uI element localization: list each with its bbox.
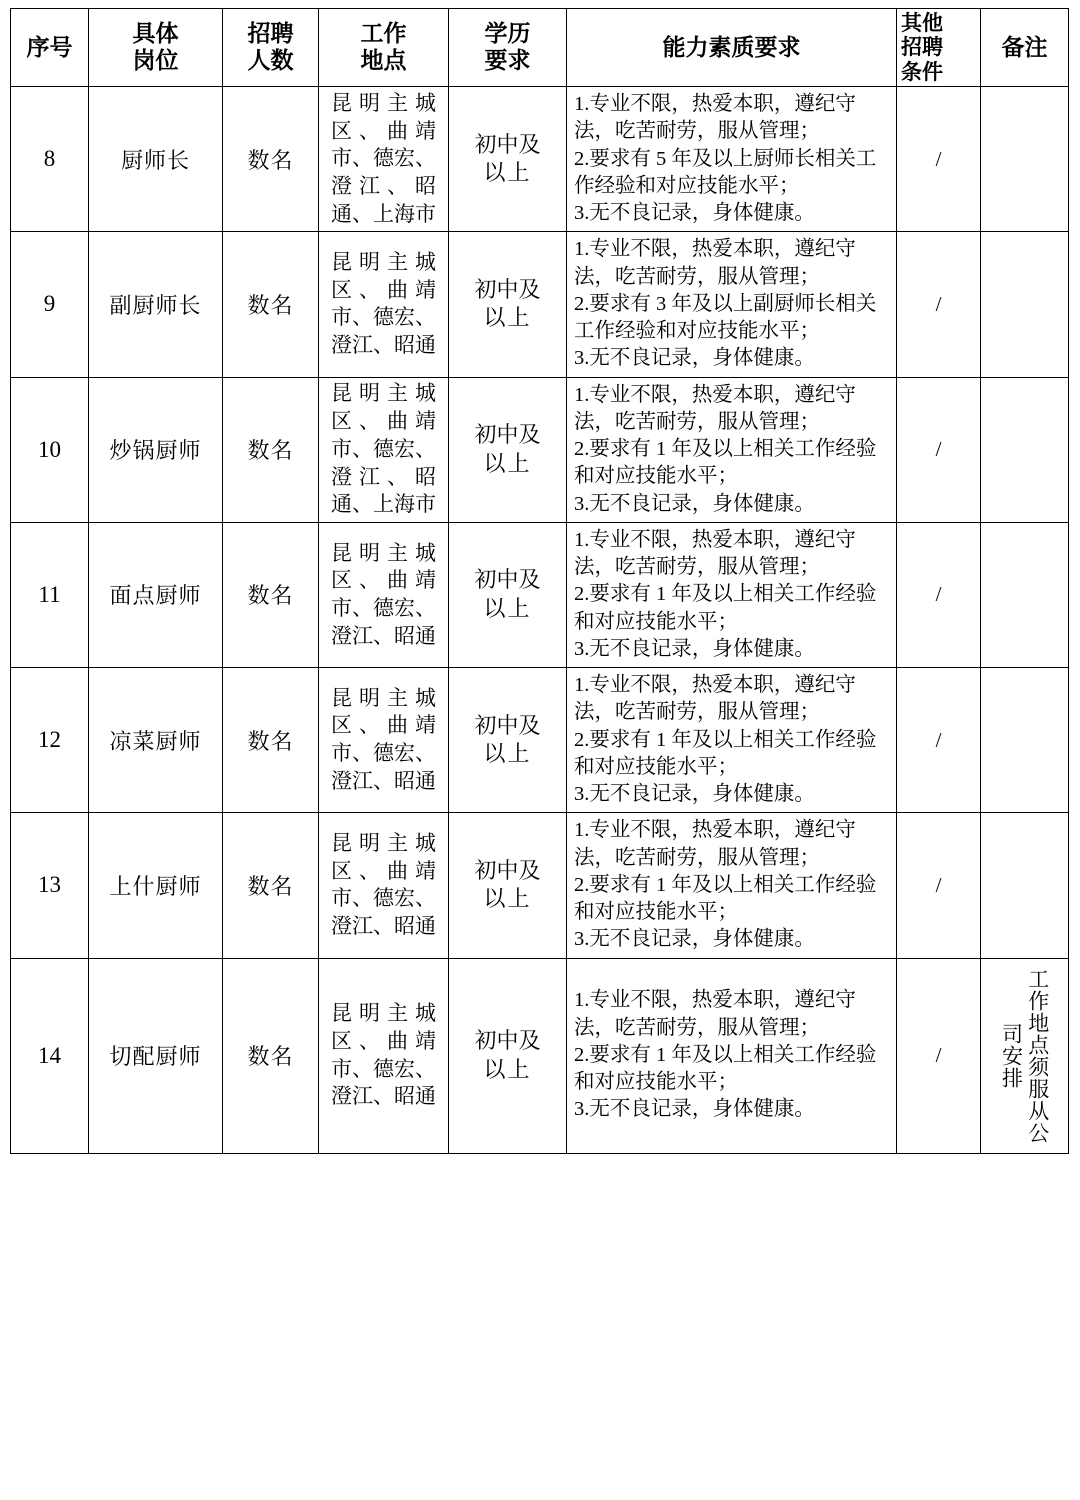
cell-remark [981, 232, 1069, 377]
cell-no: 9 [11, 232, 89, 377]
place-text: 昆明主城区、曲靖市、德宏、澄江、昭通 [331, 685, 436, 793]
place-text: 昆明主城区、曲靖市、德宏、澄江、昭通 [331, 1001, 436, 1109]
requirement-item: 3.无不良记录，身体健康。 [574, 637, 815, 660]
requirement-item: 1.专业不限，热爱本职，遵纪守法，吃苦耐劳，服从管理； [574, 383, 856, 433]
table-header [11, 9, 1069, 87]
requirement-list [571, 985, 892, 1125]
header-remark-text: 备注 [1001, 34, 1048, 60]
cell-place [319, 813, 449, 958]
requirement-list [571, 670, 892, 810]
header-education-line2: 要求 [484, 47, 531, 73]
cell-other-conditions: / [897, 377, 981, 522]
education-line1: 初中及 [474, 1027, 541, 1053]
requirement-item: 2.要求有 1 年及以上相关工作经验和对应技能水平； [574, 438, 877, 488]
requirement-item: 1.专业不限，热爱本职，遵纪守法，吃苦耐劳，服从管理； [574, 674, 856, 724]
requirement-item: 1.专业不限，热爱本职，遵纪守法，吃苦耐劳，服从管理； [574, 819, 856, 869]
requirement-item: 2.要求有 1 年及以上相关工作经验和对应技能水平； [574, 873, 877, 924]
requirement-item: 1.专业不限，热爱本职，遵纪守法，吃苦耐劳，服从管理； [574, 238, 856, 288]
cell-place [319, 958, 449, 1153]
header-education [449, 9, 567, 87]
education-text [453, 421, 562, 478]
cell-education [449, 522, 567, 667]
requirement-item: 3.无不良记录，身体健康。 [574, 492, 815, 515]
header-place-line1: 工作 [360, 20, 407, 46]
requirement-list [571, 234, 892, 374]
education-line1: 初中及 [474, 857, 541, 883]
cell-no: 14 [11, 958, 89, 1153]
education-text [453, 857, 562, 914]
place-text: 昆明主城区、曲靖市、德宏、澄江、昭通、上海市 [331, 90, 436, 226]
cell-post: 凉菜厨师 [89, 668, 223, 813]
education-line2: 以上 [483, 450, 532, 476]
cell-other-conditions: / [897, 813, 981, 958]
cell-requirement [567, 813, 897, 958]
place-text: 昆明主城区、曲靖市、德宏、澄江、昭通 [331, 250, 436, 358]
cell-place [319, 522, 449, 667]
cell-requirement [567, 377, 897, 522]
cell-other-conditions: / [897, 87, 981, 232]
cell-number: 数名 [223, 522, 319, 667]
cell-post: 切配厨师 [89, 958, 223, 1153]
header-other-conditions [897, 9, 981, 87]
header-no-text: 序号 [26, 34, 73, 60]
header-requirement [567, 9, 897, 87]
header-other-line2: 招聘 [901, 35, 943, 60]
cell-post: 面点厨师 [89, 522, 223, 667]
cell-post: 炒锅厨师 [89, 377, 223, 522]
cell-no: 10 [11, 377, 89, 522]
education-line2: 以上 [483, 595, 532, 621]
cell-number: 数名 [223, 87, 319, 232]
cell-other-conditions: / [897, 668, 981, 813]
education-text [453, 131, 562, 188]
education-text [453, 1027, 562, 1084]
header-number-line1: 招聘 [247, 20, 294, 46]
cell-other-conditions: / [897, 958, 981, 1153]
requirement-item: 3.无不良记录，身体健康。 [574, 202, 815, 225]
requirement-item: 1.专业不限，热爱本职，遵纪守法，吃苦耐劳，服从管理； [574, 93, 856, 143]
cell-remark [981, 522, 1069, 667]
cell-post: 厨师长 [89, 87, 223, 232]
cell-requirement [567, 232, 897, 377]
cell-requirement [567, 522, 897, 667]
cell-requirement [567, 87, 897, 232]
cell-number: 数名 [223, 232, 319, 377]
cell-place [319, 232, 449, 377]
cell-no: 8 [11, 87, 89, 232]
cell-place [319, 87, 449, 232]
cell-no: 13 [11, 813, 89, 958]
table-row [11, 958, 1069, 1153]
requirement-item: 2.要求有 1 年及以上相关工作经验和对应技能水平； [574, 728, 877, 778]
header-row [11, 9, 1069, 87]
cell-education [449, 87, 567, 232]
education-text [453, 276, 562, 333]
cell-other-conditions: / [897, 522, 981, 667]
header-place-line2: 地点 [360, 47, 407, 73]
recruitment-table [10, 8, 1069, 1154]
table-row [11, 668, 1069, 813]
header-education-line1: 学历 [484, 20, 531, 46]
place-text: 昆明主城区、曲靖市、德宏、澄江、昭通、上海市 [331, 381, 436, 517]
education-line1: 初中及 [474, 422, 541, 448]
cell-education [449, 232, 567, 377]
requirement-item: 1.专业不限，热爱本职，遵纪守法，吃苦耐劳，服从管理； [574, 528, 856, 579]
requirement-list [571, 815, 892, 955]
cell-post: 上什厨师 [89, 813, 223, 958]
cell-education [449, 958, 567, 1153]
cell-remark [981, 958, 1069, 1153]
cell-education [449, 668, 567, 813]
table-row [11, 522, 1069, 667]
header-remark [981, 9, 1069, 87]
place-text: 昆明主城区、曲靖市、德宏、澄江、昭通 [331, 540, 436, 648]
header-post [89, 9, 223, 87]
requirement-item: 3.无不良记录，身体健康。 [574, 1098, 815, 1121]
cell-place [319, 668, 449, 813]
requirement-list [571, 525, 892, 665]
requirement-item: 3.无不良记录，身体健康。 [574, 783, 815, 806]
requirement-item: 2.要求有 5 年及以上厨师长相关工作经验和对应技能水平； [574, 147, 877, 197]
place-text: 昆明主城区、曲靖市、德宏、澄江、昭通 [331, 831, 436, 939]
cell-remark [981, 813, 1069, 958]
requirement-list [571, 89, 892, 229]
education-line1: 初中及 [474, 712, 541, 738]
cell-other-conditions: / [897, 232, 981, 377]
education-text [453, 566, 562, 623]
cell-no: 12 [11, 668, 89, 813]
header-number [223, 9, 319, 87]
cell-remark [981, 377, 1069, 522]
table-body [11, 87, 1069, 1154]
header-other-line3: 条件 [901, 59, 943, 84]
requirement-item: 2.要求有 3 年及以上副厨师长相关工作经验和对应技能水平； [574, 292, 877, 343]
cell-post: 副厨师长 [89, 232, 223, 377]
cell-number: 数名 [223, 668, 319, 813]
requirement-list [571, 380, 892, 520]
header-other-line1: 其他 [901, 11, 943, 35]
requirement-item: 3.无不良记录，身体健康。 [574, 928, 815, 951]
header-number-line2: 人数 [247, 47, 294, 73]
education-text [453, 712, 562, 769]
cell-number: 数名 [223, 813, 319, 958]
education-line2: 以上 [483, 741, 532, 767]
header-place [319, 9, 449, 87]
education-line2: 以上 [483, 1056, 532, 1082]
table-row [11, 232, 1069, 377]
cell-no: 11 [11, 522, 89, 667]
cell-number: 数名 [223, 377, 319, 522]
cell-number: 数名 [223, 958, 319, 1153]
requirement-item: 1.专业不限，热爱本职，遵纪守法，吃苦耐劳，服从管理； [574, 989, 856, 1039]
education-line1: 初中及 [474, 276, 541, 302]
education-line1: 初中及 [474, 131, 541, 157]
cell-education [449, 813, 567, 958]
remark-text: 工作地点须服从公司安排 [999, 967, 1050, 1144]
cell-requirement [567, 958, 897, 1153]
cell-place [319, 377, 449, 522]
table-row [11, 377, 1069, 522]
header-no [11, 9, 89, 87]
requirement-item: 2.要求有 1 年及以上相关工作经验和对应技能水平； [574, 583, 877, 633]
header-requirement-text: 能力素质要求 [662, 34, 801, 60]
education-line1: 初中及 [474, 567, 541, 593]
table-row [11, 813, 1069, 958]
cell-requirement [567, 668, 897, 813]
cell-remark [981, 87, 1069, 232]
education-line2: 以上 [483, 305, 532, 331]
cell-education [449, 377, 567, 522]
header-post-line1: 具体 [132, 20, 179, 46]
requirement-item: 3.无不良记录，身体健康。 [574, 347, 815, 370]
education-line2: 以上 [483, 160, 532, 186]
table-row [11, 87, 1069, 232]
header-post-line2: 岗位 [132, 47, 179, 73]
requirement-item: 2.要求有 1 年及以上相关工作经验和对应技能水平； [574, 1043, 877, 1094]
education-line2: 以上 [483, 886, 532, 912]
cell-remark [981, 668, 1069, 813]
